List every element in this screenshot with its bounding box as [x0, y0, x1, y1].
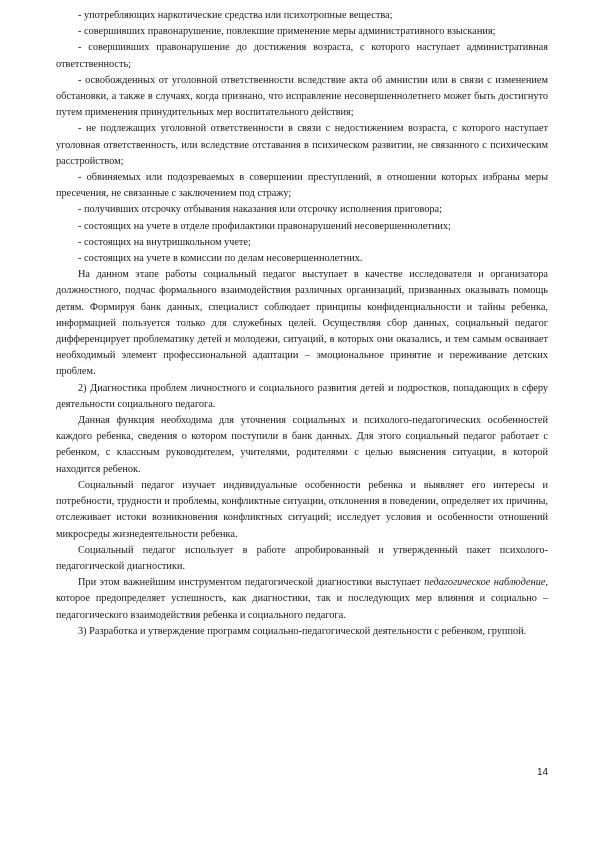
- body-paragraph: Социальный педагог использует в работе апробированный и утвержденный пакет психолого-педагогической диагностики.: [56, 544, 548, 572]
- body-paragraph: [56, 575, 548, 624]
- list-item: - употребляющих наркотические средства или психотропные вещества;: [78, 10, 393, 21]
- list-item: - не подлежащих уголовной ответственности в связи с недостижением возраста, с которого наступает уголовная ответственность, или вследствие отставания в психическом развитии, не связанного с психическим расстройством;: [56, 123, 548, 167]
- list-item: - состоящих на учете в отделе профилактики правонарушений несовершеннолетних;: [78, 220, 451, 232]
- document-body: [56, 8, 548, 640]
- list-item: - состоящих на учете в комиссии по делам несовершеннолетних.: [78, 253, 363, 265]
- list-item: - совершивших правонарушение до достижения возраста, с которого наступает административная ответственность;: [56, 42, 548, 70]
- list-item: - обвиняемых или подозреваемых в совершении преступлений, в отношении которых избраны меры пресечения, не связанные с заключением под стражу;: [56, 172, 548, 200]
- body-paragraph: На данном этапе работы социальный педагог выступает в качестве исследователя и организатора должностного, подчас формального взаимодействия различных организаций, призванных оказывать помощь детям. Формируя банк данных, специалист соблюдает принципы конфиденциальности и тайны ребенка, информацией пользуется только для служебных целей. Осуществляя сбор данных, социальный педагог дифференцирует проблематику детей и молодежи, ситуаций, в которых они оказались, и тем самым осваивает необходимый элемент профессиональной адаптации – эмоциональное принятие и переживание детских проблем.: [56, 269, 548, 378]
- list-item: - состоящих на внутришкольном учете;: [78, 236, 251, 248]
- page-number: 14: [537, 767, 549, 778]
- paragraph-rest: , которое предопределяет успешность, как диагностики, так и последующих мер влияния и социально – педагогического взаимодействия ребенка и социального педагога.: [56, 577, 548, 621]
- body-paragraph: Данная функция необходима для уточнения социальных и психолого-педагогических особенностей каждого ребенка, сведения о котором поступили в банк данных. Для этого социальный педагог работает с ребенком, с классным руководителем, учителями, родителями с целью выяснения ситуации, в которой находится ребенок.: [56, 415, 548, 475]
- body-paragraph: 2) Диагностика проблем личностного и социального развития детей и подростков, попадающих в сферу деятельности социального педагога.: [56, 382, 548, 410]
- paragraph-lead: При этом важнейшим инструментом педагогической диагностики выступает: [78, 577, 425, 589]
- list-item: - получивших отсрочку отбывания наказания или отсрочку исполнения приговора;: [78, 204, 442, 216]
- list-item: - совершивших правонарушение, повлекшие применение меры административного взыскания;: [78, 26, 496, 38]
- list-item: - освобожденных от уголовной ответственности вследствие акта об амнистии или в связи с изменением обстановки, а также в случаях, когда признано, что исправление несовершеннолетнего может быть достигнуто путем применения принудительных мер воспитательного действия;: [56, 74, 548, 119]
- body-paragraph: 3) Разработка и утверждение программ социально-педагогической деятельности с ребенком, группой.: [78, 625, 527, 637]
- body-paragraph: Социальный педагог изучает индивидуальные особенности ребенка и выявляет его интересы и потребности, трудности и проблемы, конфликтные ситуации, отклонения в поведении, определяет их причины, отслеживает истоки возникновения конфликтных ситуаций; исследует условия и особенности отношений микросреды жизнедеятельности ребенка.: [56, 479, 548, 540]
- emphasized-term: педагогическое наблюдение: [424, 577, 546, 589]
